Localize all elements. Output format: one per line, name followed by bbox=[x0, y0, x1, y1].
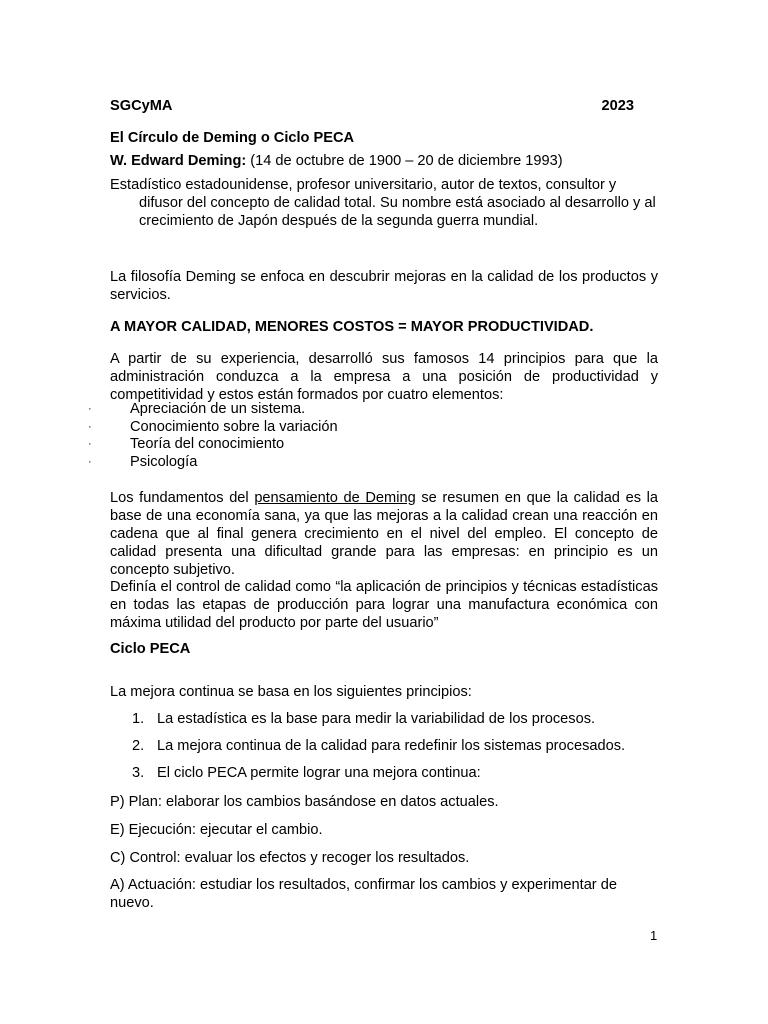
cycle-control: C) Control: evaluar los efectos y recoger los resultados. bbox=[110, 850, 470, 866]
author-line bbox=[110, 152, 658, 170]
slogan-heading: A MAYOR CALIDAD, MENORES COSTOS = MAYOR PRODUCTIVIDAD. bbox=[110, 319, 594, 335]
author-dates: (14 de octubre de 1900 – 20 de diciembre 1993) bbox=[246, 153, 563, 169]
header-year: 2023 bbox=[601, 98, 634, 114]
cycle-execution: E) Ejecución: ejecutar el cambio. bbox=[110, 822, 323, 838]
fundamentals-paragraph: Los fundamentos del pensamiento de Deming se resumen en que la calidad es la base de una economía sana, ya que las mejoras a la calidad crean una reacción en cadena que al final genera crecimiento en el nivel del empleo. El concepto de calidad presenta una dificultad grande para las empresas: en principio es un concepto subjetivo. bbox=[110, 490, 658, 578]
bullet-icon: · bbox=[88, 455, 92, 468]
header-org: SGCyMA bbox=[110, 98, 173, 114]
cycle-plan: P) Plan: elaborar los cambios basándose en datos actuales. bbox=[110, 794, 499, 810]
page-header bbox=[110, 98, 634, 118]
page-number: 1 bbox=[650, 928, 658, 943]
list-item: · Conocimiento sobre la variación bbox=[88, 418, 338, 435]
list-item: · Apreciación de un sistema. bbox=[88, 401, 306, 417]
bio-paragraph: Estadístico estadounidense, profesor universitario, autor de textos, consultor y difusor del concepto de calidad total. Su nombre está asociado al desarrollo y al crecimiento de Japón después de la segunda guerra mundial. bbox=[110, 177, 656, 229]
document-title: El Círculo de Deming o Ciclo PECA bbox=[110, 130, 355, 146]
elements-list bbox=[0, 401, 768, 471]
list-item: 3. El ciclo PECA permite lograr una mejora continua: bbox=[132, 765, 481, 781]
bullet-icon: · bbox=[88, 403, 92, 415]
principles-list bbox=[110, 710, 658, 782]
list-item: 1. La estadística es la base para medir la variabilidad de los procesos. bbox=[132, 711, 596, 727]
deming-link[interactable]: pensamiento de Deming bbox=[254, 490, 416, 506]
bullet-icon: · bbox=[88, 438, 92, 450]
cycle-action: A) Actuación: estudiar los resultados, confirmar los cambios y experimentar de nuevo. bbox=[110, 877, 617, 911]
section-title: Ciclo PECA bbox=[110, 641, 191, 657]
definition-paragraph: Definía el control de calidad como “la aplicación de principios y técnicas estadísticas en todas las etapas de producción para lograr una manufactura económica con máxima utilidad del producto por parte del usuario” bbox=[110, 579, 658, 631]
list-item: 2. La mejora continua de la calidad para redefinir los sistemas procesados. bbox=[132, 738, 626, 754]
improvement-intro: La mejora continua se basa en los siguientes principios: bbox=[110, 684, 472, 700]
list-item: · Psicología bbox=[88, 453, 198, 470]
bullet-icon: · bbox=[88, 420, 92, 433]
philosophy-paragraph: La filosofía Deming se enfoca en descubrir mejoras en la calidad de los productos y servicios. bbox=[110, 269, 658, 303]
list-item: · Teoría del conocimiento bbox=[88, 436, 285, 452]
principles-intro-paragraph: A partir de su experiencia, desarrolló sus famosos 14 principios para que la administración conduzca a la empresa a una posición de productividad y competitividad y estos están formados por cuatro elementos: bbox=[110, 351, 658, 403]
author-name: W. Edward Deming: bbox=[110, 153, 247, 169]
